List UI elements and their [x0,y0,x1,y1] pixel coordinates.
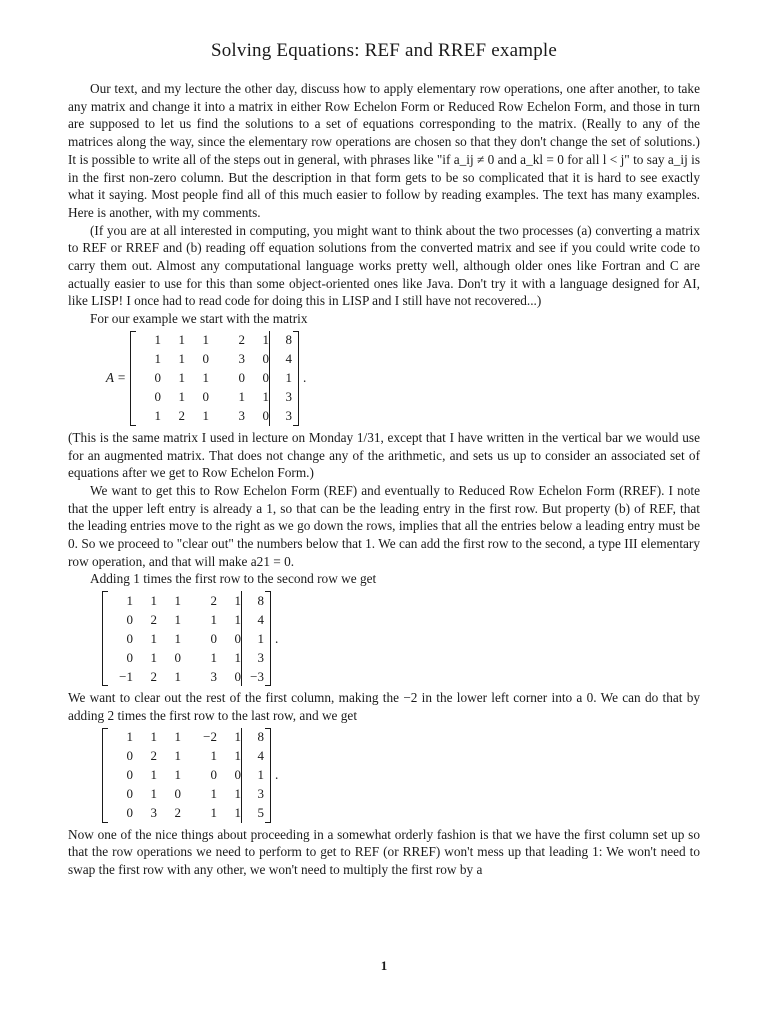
matrix-b-entry: 0 [234,630,241,646]
column-gap [181,766,193,785]
matrix-c-entry: 1 [150,767,157,783]
matrix-c-entry: 1 [126,729,133,745]
matrix-c-entry: 1 [210,805,217,821]
matrix-c-entry: 0 [126,748,133,764]
matrix-a-entry: 1 [202,408,209,424]
matrix-c-equation [102,728,700,823]
matrix-a-entry: 0 [202,351,209,367]
matrix-b-row [109,667,264,686]
matrix-c-entry: 1 [234,786,241,802]
matrix-c-entry: 1 [210,786,217,802]
matrix-c-row [109,766,264,785]
matrix-b [102,591,271,686]
matrix-a-label: A = [105,370,126,386]
matrix-a-entry: 1 [202,370,209,386]
matrix-c-entry: 3 [257,786,264,802]
matrix-a-row [137,369,292,388]
column-gap [209,369,221,388]
matrix-c-entry: 1 [234,748,241,764]
column-gap [181,728,193,747]
matrix-c-entry: 2 [150,748,157,764]
matrix-b-equation [102,591,700,686]
matrix-b-entry: 3 [210,668,217,684]
matrix-a-entry: 0 [154,389,161,405]
column-gap [209,331,221,350]
matrix-b-entry: 3 [257,649,264,665]
matrix-c-period: . [275,767,279,783]
column-gap [181,785,193,804]
matrix-a-period: . [303,370,307,386]
matrix-b-entry: 1 [174,668,181,684]
page-title: Solving Equations: REF and RREF example [210,40,558,61]
matrix-a-entry: 0 [262,370,269,386]
matrix-b-entry: 2 [150,668,157,684]
paragraph-example-start: For our example we start with the matrix [90,311,308,327]
matrix-a-entry: 4 [285,351,292,367]
matrix-c-entry: 1 [210,748,217,764]
matrix-a-entry: 1 [154,408,161,424]
matrix-a-entry: 3 [285,408,292,424]
matrix-b-entry: 2 [150,611,157,627]
matrix-a-row [137,388,292,407]
matrix-a-entry: 2 [178,408,185,424]
column-gap [181,747,193,766]
matrix-c-row [109,804,264,823]
matrix-a-entry: 3 [285,389,292,405]
matrix-b-entry: 0 [126,649,133,665]
matrix-c-row [109,728,264,747]
matrix-c-entry: 0 [234,767,241,783]
matrix-c-row [109,785,264,804]
matrix-a-entry: 1 [178,370,185,386]
matrix-b-entry: 0 [210,630,217,646]
matrix-a-entry: 0 [262,408,269,424]
matrix-a-entry: 1 [238,389,245,405]
matrix-a-entry: 1 [178,332,185,348]
matrix-b-entry: 0 [234,668,241,684]
paragraph-same-matrix: (This is the same matrix I used in lecture on Monday 1/31, except that I have written in the vertical bar we would use for an augmented matrix. That does not change any of the arithmetic, and sets us up to consider an associated set of equations after we get to Row Echelon Form.) [68,429,700,481]
matrix-a-entry: 1 [285,370,292,386]
matrix-b-entry: 1 [174,611,181,627]
matrix-c-entry: −2 [203,729,217,745]
matrix-b-entry: 1 [257,630,264,646]
matrix-b-period: . [275,630,279,646]
matrix-a-entry: 1 [262,389,269,405]
matrix-c-entry: 1 [174,767,181,783]
matrix-c-entry: 0 [126,805,133,821]
matrix-b-entry: 1 [234,592,241,608]
paragraph-add-row: Adding 1 times the first row to the second row we get [90,571,377,587]
paragraph-orderly: Now one of the nice things about proceeding in a somewhat orderly fashion is that we have the first column set up so that the row operations we need to perform to get to REF (or RREF) won't mess up that leading 1: We won't need to swap the first row with any other, we won't need to multiply the first row by a [68,826,700,877]
matrix-b-entry: 1 [174,592,181,608]
matrix-a-equation [90,331,700,426]
matrix-a-row [137,350,292,369]
matrix-b-row [109,648,264,667]
column-gap [209,407,221,426]
matrix-b-entry: 8 [257,592,264,608]
matrix-a-entry: 1 [262,332,269,348]
matrix-a-entry: 0 [238,370,245,386]
matrix-b-entry: 0 [126,611,133,627]
matrix-a-entry: 0 [154,370,161,386]
matrix-b-entry: 2 [210,592,217,608]
matrix-c-entry: 0 [126,786,133,802]
matrix-b-entry: 1 [210,649,217,665]
column-gap [181,648,193,667]
matrix-c-entry: 2 [174,805,181,821]
matrix-a-entry: 8 [285,332,292,348]
matrix-b-entry: −1 [119,668,133,684]
matrix-c-entry: 3 [150,805,157,821]
matrix-b-entry: 0 [126,630,133,646]
matrix-c [102,728,271,823]
matrix-b-row [109,591,264,610]
matrix-a-entry: 1 [178,351,185,367]
matrix-b-entry: 1 [150,592,157,608]
matrix-b-entry: 1 [174,630,181,646]
paragraph-clear-column: We want to clear out the rest of the first column, making the −2 in the lower left corner into a 0. We can do that by adding 2 times the first row to the last row, and we get [68,690,700,723]
matrix-a-row [137,407,292,426]
matrix-b-row [109,610,264,629]
matrix-a-row [137,331,292,350]
matrix-b-entry: −3 [250,668,264,684]
matrix-a [130,331,299,426]
matrix-c-entry: 1 [257,767,264,783]
matrix-b-entry: 1 [150,649,157,665]
matrix-a-entry: 2 [238,332,245,348]
matrix-c-entry: 5 [257,805,264,821]
page-number: 1 [380,958,388,973]
matrix-c-entry: 1 [174,748,181,764]
paragraph-intro: Our text, and my lecture the other day, discuss how to apply elementary row operations, one after another, to take any matrix and change it into a matrix in either Row Echelon Form or Reduced Row Echelon Form, and those in turn are supposed to let us find the solutions to a set of equations corresponding to the matrix. (Really to any of the matrices along the way, since the elementary row operations are chosen so that they don't change the set of solutions.) It is possible to write all of the steps out in general, with phrases like "if a_ij ≠ 0 and a_kl = 0 for all l < j" to say a_ij is in the first non-zero column. But the description in that form gets to be so complicated that it is hard to see exactly what it saying. Most people find all of this much easier to follow by reading examples. The text has many examples. Here is another, with my comments. [68,81,700,220]
matrix-a-entry: 1 [202,332,209,348]
matrix-a-entry: 0 [202,389,209,405]
matrix-c-entry: 1 [234,729,241,745]
matrix-a-entry: 3 [238,408,245,424]
matrix-b-entry: 1 [234,649,241,665]
column-gap [181,591,193,610]
matrix-a-entry: 1 [154,351,161,367]
matrix-b-entry: 1 [210,611,217,627]
matrix-c-row [109,747,264,766]
matrix-c-entry: 0 [210,767,217,783]
matrix-c-entry: 8 [257,729,264,745]
matrix-b-entry: 1 [150,630,157,646]
paragraph-ref-goal: We want to get this to Row Echelon Form (REF) and eventually to Reduced Row Echelon Form (RREF). I note that the upper left entry is already a 1, so that can be the leading entry in the first row. But property (b) of REF, that the leading entries move to the right as we go down the rows, implies that all the entries below a leading entry must be 0. So we proceed to "clear out" the numbers below that 1. We can add the first row to the second, a type III elementary row operation, and that will make a21 = 0. [68,482,700,569]
matrix-c-entry: 1 [150,729,157,745]
matrix-a-entry: 1 [154,332,161,348]
matrix-a-entry: 3 [238,351,245,367]
matrix-c-entry: 1 [234,805,241,821]
column-gap [181,804,193,823]
matrix-b-entry: 1 [126,592,133,608]
matrix-c-entry: 0 [126,767,133,783]
document-page [68,40,700,879]
matrix-b-entry: 1 [234,611,241,627]
matrix-b-row [109,629,264,648]
column-gap [209,388,221,407]
column-gap [181,610,193,629]
column-gap [181,629,193,648]
column-gap [181,667,193,686]
matrix-c-entry: 1 [174,729,181,745]
paragraph-computing: (If you are at all interested in computing, you might want to think about the two processes (a) converting a matrix to REF or RREF and (b) reading off equation solutions from the converted matrix and see if you could write code to carry them out. Almost any computational language works pretty well, although older ones like Fortran and C are actually easier to use for this than some object-oriented ones like Java. Don't try it with a language designed for AI, like LISP! I once had to read code for doing this in LISP and I still have not recovered...) [68,222,700,309]
matrix-c-entry: 4 [257,748,264,764]
column-gap [209,350,221,369]
matrix-b-entry: 4 [257,611,264,627]
matrix-a-entry: 0 [262,351,269,367]
matrix-c-entry: 0 [174,786,181,802]
matrix-b-entry: 0 [174,649,181,665]
matrix-a-entry: 1 [178,389,185,405]
matrix-c-entry: 1 [150,786,157,802]
